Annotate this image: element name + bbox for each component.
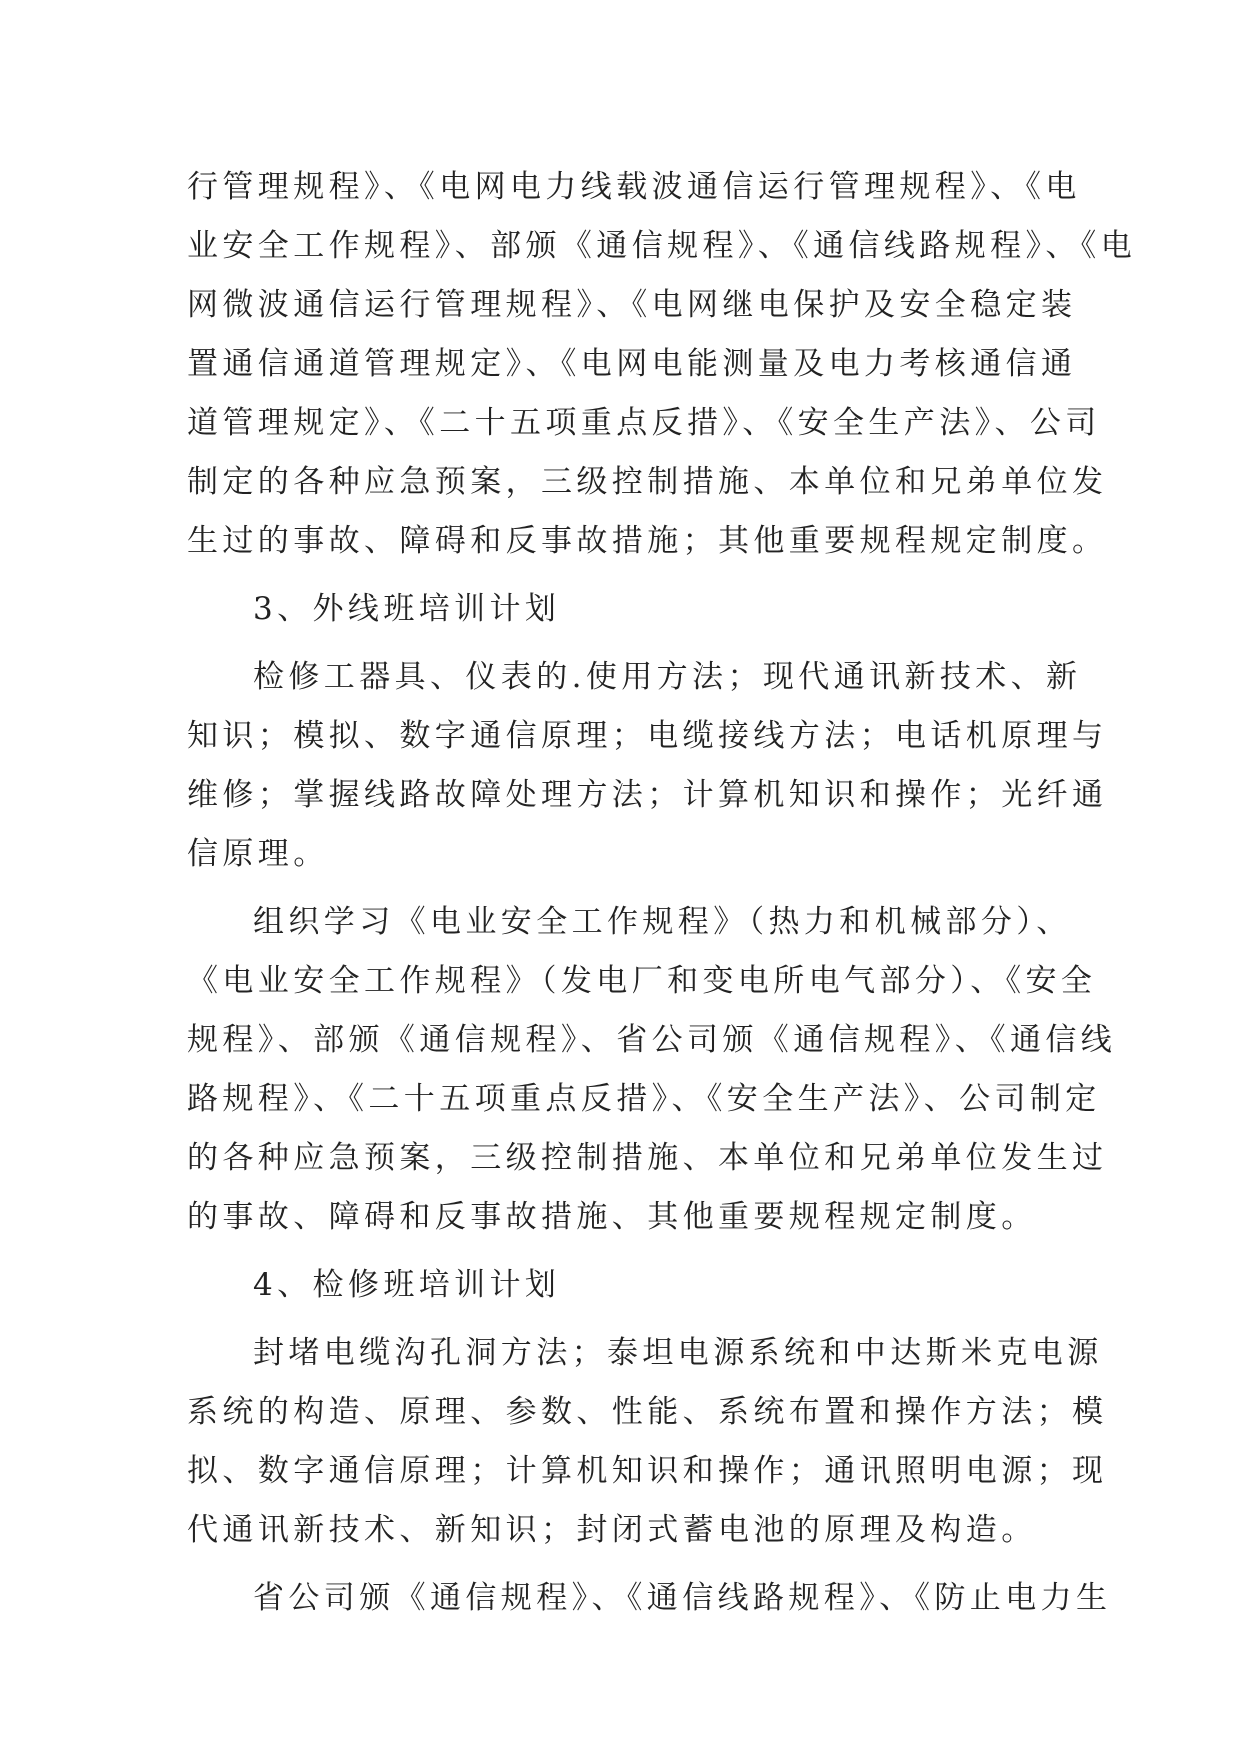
text-line: 路规程》、《二十五项重点反措》、《安全生产法》、公司制定 [187,1081,1101,1117]
text-line: 检修工器具、仪表的.使用方法；现代通讯新技术、新 [253,659,1082,695]
text-line: 省公司颁《通信规程》、《通信线路规程》、《防止电力生 [253,1580,1112,1616]
text-line: 业安全工作规程》、部颁《通信规程》、《通信线路规程》、《电 [187,228,1137,264]
text-line: 封堵电缆沟孔洞方法；泰坦电源系统和中达斯米克电源 [253,1335,1103,1371]
text-line: 维修；掌握线路故障处理方法；计算机知识和操作；光纤通 [187,777,1108,813]
body-text [187,158,1137,1628]
text-line: 置通信通道管理规定》、《电网电能测量及电力考核通信通 [187,346,1077,382]
text-line: 《电业安全工作规程》（发电厂和变电所电气部分）、《安全 [187,963,1097,999]
text-line: 组织学习《电业安全工作规程》（热力和机械部分）、 [253,904,1072,940]
text-line: 知识；模拟、数字通信原理；电缆接线方法；电话机原理与 [187,718,1108,754]
text-line: 制定的各种应急预案，三级控制措施、本单位和兄弟单位发 [187,464,1108,500]
text-line: 生过的事故、障碍和反事故措施；其他重要规程规定制度。 [187,523,1108,559]
text-line: 系统的构造、原理、参数、性能、系统布置和操作方法；模 [187,1394,1108,1430]
section-heading-outside-line-team: 3、外线班培训计划 [253,591,561,627]
section-heading-maintenance-team: 4、检修班培训计划 [253,1267,561,1303]
text-line: 网微波通信运行管理规程》、《电网继电保护及安全稳定装 [187,287,1077,323]
text-line: 信原理。 [187,836,329,872]
text-line: 拟、数字通信原理；计算机知识和操作；通讯照明电源；现 [187,1453,1108,1489]
text-line: 代通讯新技术、新知识；封闭式蓄电池的原理及构造。 [187,1512,1037,1548]
text-line: 的事故、障碍和反事故措施、其他重要规程规定制度。 [187,1199,1037,1235]
text-line: 道管理规定》、《二十五项重点反措》、《安全生产法》、公司 [187,405,1101,441]
text-line: 的各种应急预案，三级控制措施、本单位和兄弟单位发生过 [187,1140,1108,1176]
text-line: 行管理规程》、《电网电力线载波通信运行管理规程》、《电 [187,169,1081,205]
text-line: 规程》、部颁《通信规程》、省公司颁《通信规程》、《通信线 [187,1022,1117,1058]
